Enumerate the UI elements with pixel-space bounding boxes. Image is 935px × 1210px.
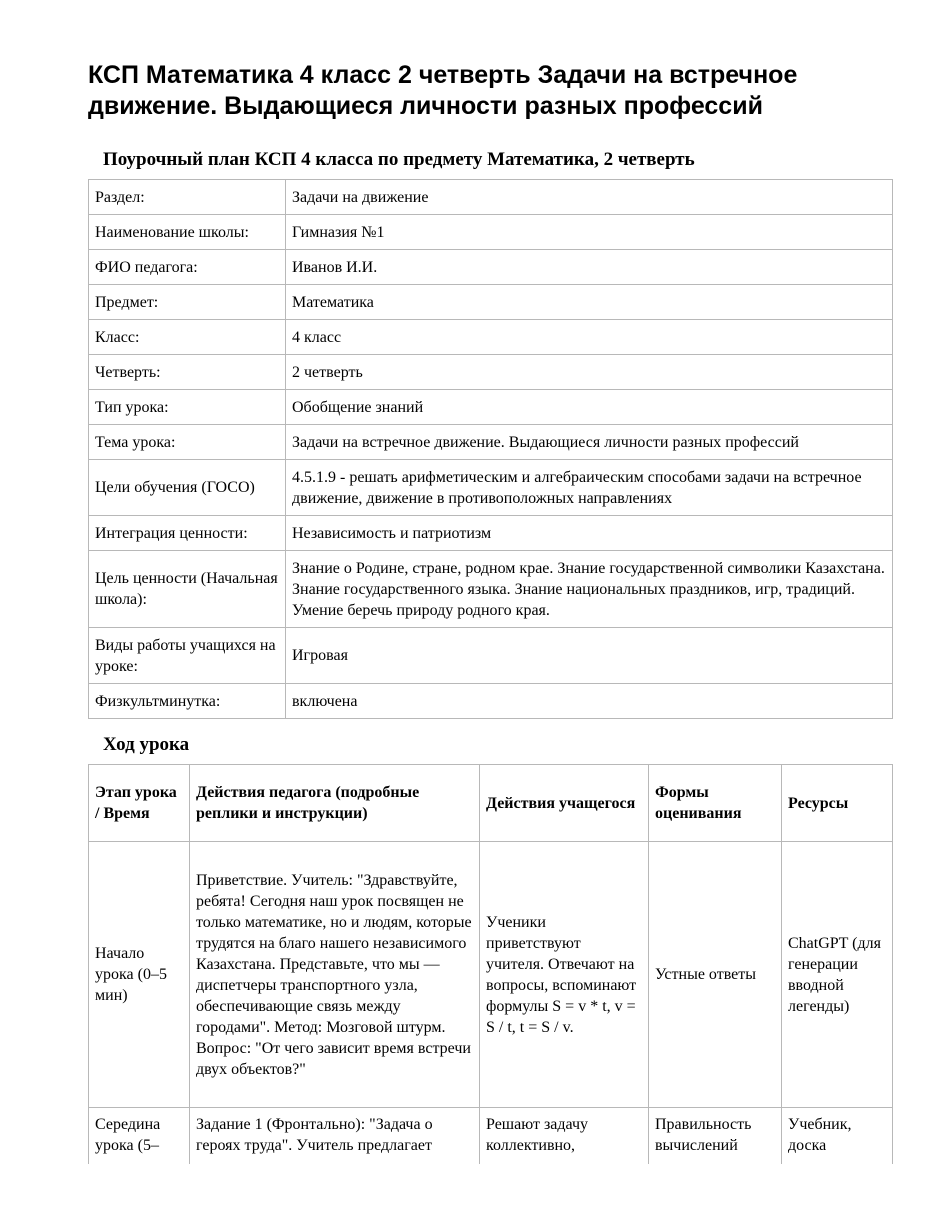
info-table bbox=[88, 179, 893, 719]
info-value: Гимназия №1 bbox=[286, 215, 893, 250]
info-row bbox=[89, 215, 893, 250]
header-student: Действия учащегося bbox=[480, 765, 649, 842]
info-value: включена bbox=[286, 684, 893, 719]
info-row bbox=[89, 390, 893, 425]
info-row bbox=[89, 355, 893, 390]
info-row bbox=[89, 285, 893, 320]
info-row bbox=[89, 684, 893, 719]
info-key: Наименование школы: bbox=[89, 215, 286, 250]
info-key: Интеграция ценности: bbox=[89, 516, 286, 551]
cell-resources: Учебник, доска bbox=[782, 1108, 893, 1178]
cell-stage: Середина урока (5– bbox=[89, 1108, 190, 1178]
info-value: Обобщение знаний bbox=[286, 390, 893, 425]
cell-student: Решают задачу коллективно, bbox=[480, 1108, 649, 1178]
info-value: Независимость и патриотизм bbox=[286, 516, 893, 551]
info-value: Игровая bbox=[286, 628, 893, 684]
info-value: 4.5.1.9 - решать арифметическим и алгебраическим способами задачи на встречное движение, движение в противоположных направлениях bbox=[286, 460, 893, 516]
info-key: Класс: bbox=[89, 320, 286, 355]
info-key: Физкультминутка: bbox=[89, 684, 286, 719]
lesson-header-row bbox=[89, 765, 893, 842]
info-key: Цели обучения (ГОСО) bbox=[89, 460, 286, 516]
cell-assessment: Правильность вычислений bbox=[649, 1108, 782, 1178]
info-key: Раздел: bbox=[89, 180, 286, 215]
page-bottom-mask bbox=[0, 1164, 935, 1210]
cell-resources: ChatGPT (для генерации вводной легенды) bbox=[782, 842, 893, 1108]
header-stage: Этап урока / Время bbox=[89, 765, 190, 842]
info-value: 4 класс bbox=[286, 320, 893, 355]
info-row bbox=[89, 425, 893, 460]
info-value: Знание о Родине, стране, родном крае. Знание государственной символики Казахстана. Знание государственного языка. Знание национальных праздников, игр, традиций. Умение беречь природу родного края. bbox=[286, 551, 893, 628]
info-row bbox=[89, 551, 893, 628]
info-key: Виды работы учащихся на уроке: bbox=[89, 628, 286, 684]
info-row bbox=[89, 628, 893, 684]
cell-student: Ученики приветствуют учителя. Отвечают на вопросы, вспоминают формулы S = v * t, v = S / t, t = S / v. bbox=[480, 842, 649, 1108]
lesson-row bbox=[89, 842, 893, 1108]
info-value: Математика bbox=[286, 285, 893, 320]
header-assessment: Формы оценивания bbox=[649, 765, 782, 842]
info-row bbox=[89, 250, 893, 285]
info-row bbox=[89, 516, 893, 551]
info-value: 2 четверть bbox=[286, 355, 893, 390]
info-key: Четверть: bbox=[89, 355, 286, 390]
info-value: Задачи на движение bbox=[286, 180, 893, 215]
info-row bbox=[89, 320, 893, 355]
cell-teacher: Приветствие. Учитель: "Здравствуйте, ребята! Сегодня наш урок посвящен не только математике, но и людям, которые трудятся на благо нашего независимого Казахстана. Представьте, что мы — диспетчеры транспортного узла, обеспечивающие связь между городами". Метод: Мозговой штурм. Вопрос: "От чего зависит время встречи двух объектов?" bbox=[190, 842, 480, 1108]
info-key: Тип урока: bbox=[89, 390, 286, 425]
header-resources: Ресурсы bbox=[782, 765, 893, 842]
info-key: Цель ценности (Начальная школа): bbox=[89, 551, 286, 628]
info-value: Задачи на встречное движение. Выдающиеся личности разных профессий bbox=[286, 425, 893, 460]
info-row bbox=[89, 460, 893, 516]
lesson-table bbox=[88, 764, 893, 1178]
cell-stage: Начало урока (0–5 мин) bbox=[89, 842, 190, 1108]
lesson-title: Ход урока bbox=[103, 734, 190, 755]
info-value: Иванов И.И. bbox=[286, 250, 893, 285]
cell-teacher: Задание 1 (Фронтально): "Задача о героях труда". Учитель предлагает bbox=[190, 1108, 480, 1178]
info-key: ФИО педагога: bbox=[89, 250, 286, 285]
info-row bbox=[89, 180, 893, 215]
cell-assessment: Устные ответы bbox=[649, 842, 782, 1108]
header-teacher: Действия педагога (подробные реплики и инструкции) bbox=[190, 765, 480, 842]
plan-title: Поурочный план КСП 4 класса по предмету Математика, 2 четверть bbox=[103, 149, 695, 170]
info-key: Предмет: bbox=[89, 285, 286, 320]
page-title: КСП Математика 4 класс 2 четверть Задачи на встречное движение. Выдающиеся личности разных профессий bbox=[88, 61, 798, 120]
info-key: Тема урока: bbox=[89, 425, 286, 460]
